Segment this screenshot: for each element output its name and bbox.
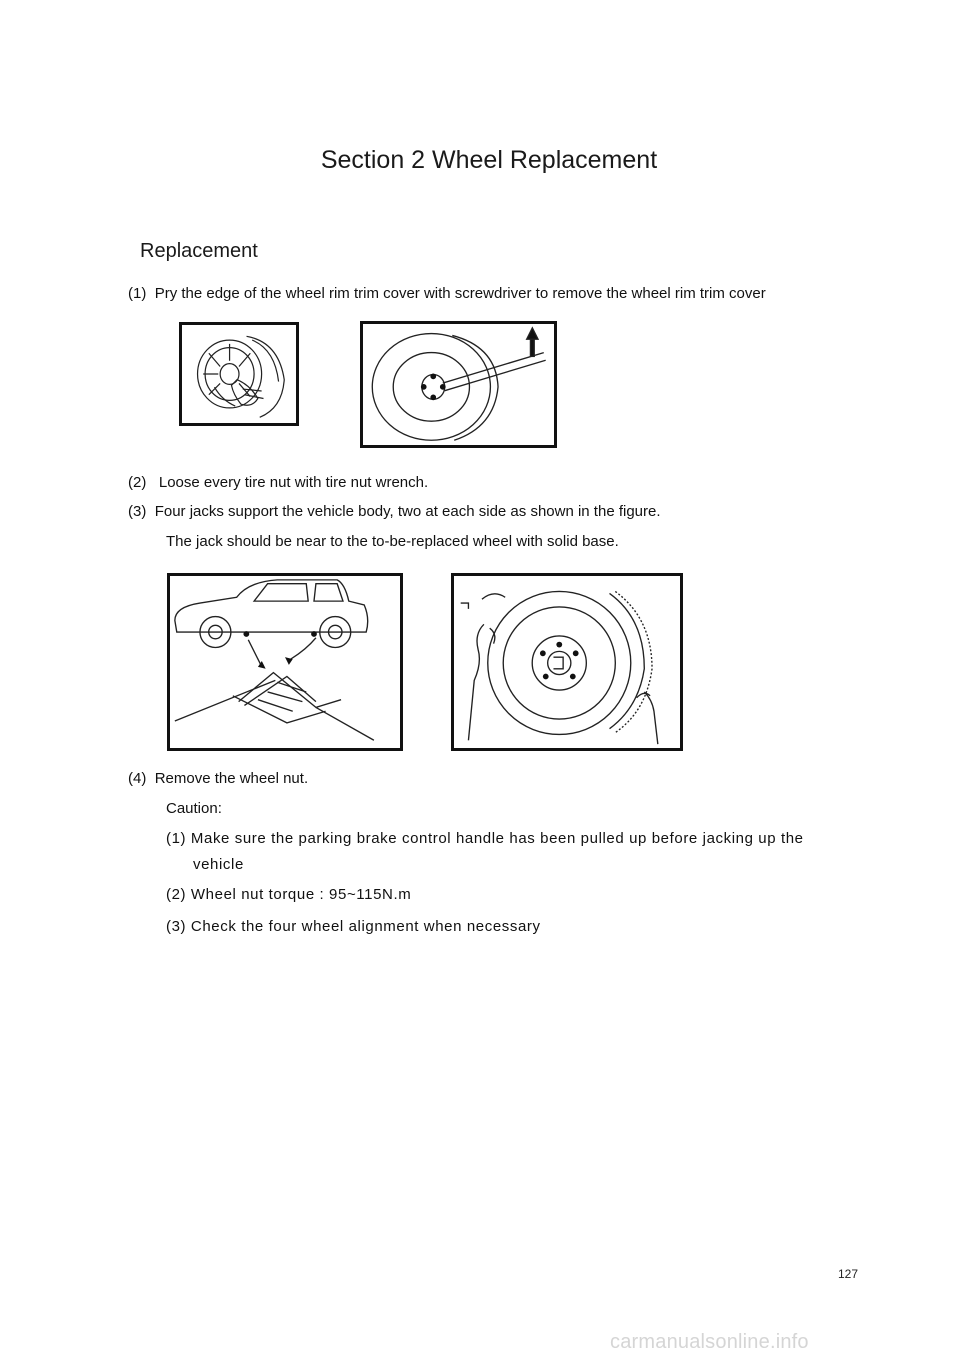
- step-3: [128, 503, 661, 520]
- caution-item-3: [166, 918, 541, 935]
- step-2: [128, 474, 428, 491]
- step-2-number: (2): [128, 474, 147, 491]
- caution-item-1: [166, 830, 804, 847]
- car-jack-illustration: [170, 576, 400, 748]
- step-4-number: (4): [128, 770, 147, 787]
- step-1-text: Pry the edge of the wheel rim trim cover with screwdriver to remove the wheel rim trim cover: [154, 285, 766, 302]
- figure-trim-cover-hand: [179, 322, 299, 426]
- wheel-removal-illustration: [454, 576, 680, 748]
- step-3-continuation: The jack should be near to the to-be-replaced wheel with solid base.: [166, 533, 619, 550]
- step-3-text: Four jacks support the vehicle body, two at each side as shown in the figure.: [154, 503, 661, 520]
- caution-item-1-continuation: vehicle: [193, 856, 244, 873]
- figure-car-jack: [167, 573, 403, 751]
- step-2-text: Loose every tire nut with tire nut wrench.: [158, 474, 429, 491]
- caution-item-2-number: (2): [166, 886, 187, 903]
- trim-cover-hand-illustration: [182, 325, 296, 423]
- step-1: [128, 285, 766, 302]
- figure-screwdriver-pry: [360, 321, 557, 448]
- page-number: 127: [838, 1267, 859, 1281]
- caution-item-2: [166, 886, 411, 903]
- section-subheading: Replacement: [140, 240, 258, 262]
- caution-item-1-number: (1): [166, 830, 187, 847]
- step-4: [128, 770, 308, 787]
- screwdriver-pry-illustration: [363, 324, 554, 445]
- caution-item-2-text: Wheel nut torque : 95~115N.m: [190, 886, 412, 903]
- step-1-number: (1): [128, 285, 147, 302]
- caution-label: Caution:: [166, 800, 222, 817]
- step-4-text: Remove the wheel nut.: [154, 770, 309, 787]
- caution-item-3-number: (3): [166, 918, 187, 935]
- step-3-number: (3): [128, 503, 147, 520]
- caution-item-3-text: Check the four wheel alignment when necessary: [190, 918, 541, 935]
- figure-wheel-removal: [451, 573, 683, 751]
- caution-item-1-text: Make sure the parking brake control handle has been pulled up before jacking up the: [190, 830, 804, 847]
- watermark: carmanualsonline.info: [610, 1331, 809, 1353]
- page-title: Section 2 Wheel Replacement: [320, 146, 658, 174]
